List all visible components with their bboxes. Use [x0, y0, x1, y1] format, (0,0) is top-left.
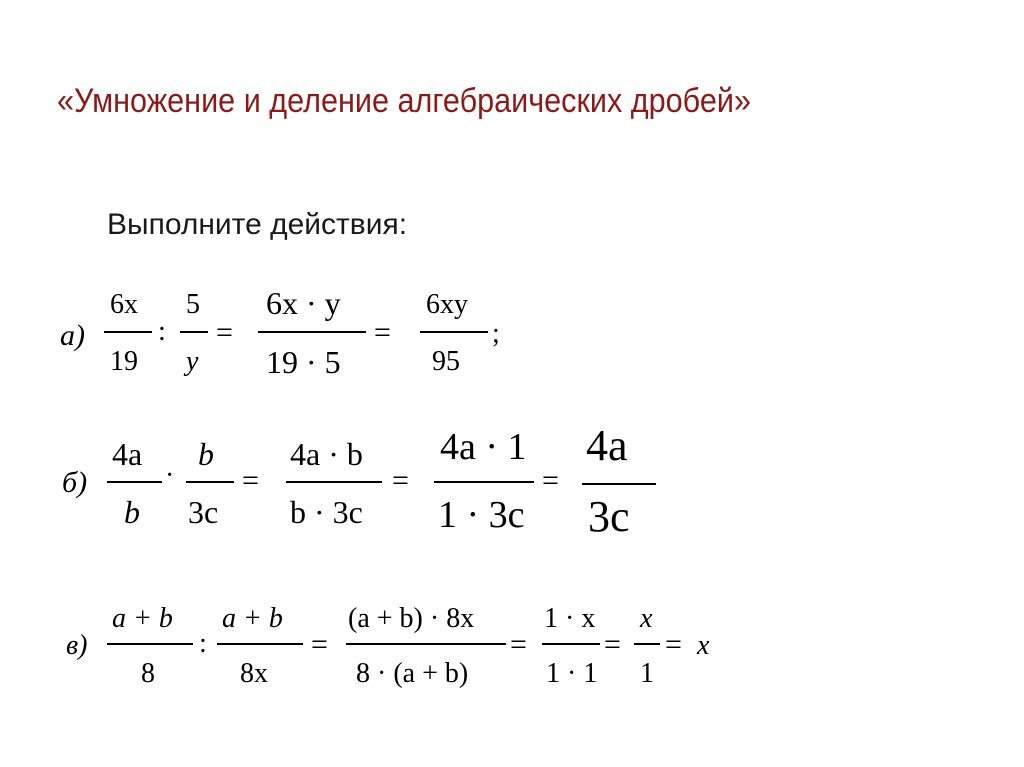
b-fraction5-numerator: 4a — [586, 421, 628, 470]
b-fraction1-bar — [107, 481, 162, 483]
c-fraction3-denominator: 8 · (a + b) — [356, 658, 469, 689]
b-multiply-sign: · — [165, 460, 175, 491]
a-fraction2-bar — [180, 331, 208, 333]
example-b-label: б) — [62, 466, 88, 499]
c-fraction5-denominator: 1 — [640, 658, 654, 689]
a-fraction4-bar — [420, 331, 488, 333]
a-semicolon: ; — [492, 318, 500, 349]
c-fraction5-bar — [634, 643, 660, 645]
slide-title: «Умножение и деление алгебраических дробей» — [57, 82, 751, 120]
a-fraction4-numerator: 6xy — [426, 289, 468, 320]
c-fraction3-numerator: (a + b) · 8x — [348, 603, 475, 634]
c-fraction2-denominator: 8x — [240, 658, 268, 689]
a-fraction1-denominator: 19 — [110, 346, 138, 377]
c-fraction4-bar — [542, 643, 600, 645]
a-fraction4-denominator: 95 — [432, 346, 460, 377]
b-fraction4-numerator: 4a · 1 — [440, 426, 527, 468]
c-equals-4: = — [665, 628, 682, 661]
c-fraction1-bar — [107, 643, 193, 645]
instruction-text: Выполните действия: — [107, 208, 408, 241]
c-divide-sign: : — [199, 628, 207, 659]
c-fraction4-numerator: 1 · x — [544, 603, 596, 634]
b-fraction3-numerator: 4a · b — [290, 436, 363, 472]
b-fraction2-denominator: 3c — [188, 494, 219, 530]
b-fraction4-bar — [434, 481, 534, 483]
a-equals-2: = — [374, 316, 391, 349]
a-fraction3-numerator: 6x · y — [266, 285, 341, 321]
a-divide-sign: : — [158, 316, 166, 347]
b-fraction5-bar — [582, 483, 656, 485]
b-fraction3-denominator: b · 3c — [290, 494, 363, 530]
b-fraction1-numerator: 4a — [112, 436, 143, 472]
c-fraction2-numerator: a + b — [222, 603, 283, 634]
c-fraction2-bar — [217, 643, 303, 645]
b-equals-3: = — [542, 464, 559, 497]
c-equals-1: = — [311, 628, 328, 661]
a-fraction3-bar — [258, 331, 366, 333]
a-fraction2-numerator: 5 — [186, 289, 200, 320]
a-fraction1-bar — [104, 331, 152, 333]
example-c-label: в) — [66, 630, 88, 661]
c-result: x — [697, 630, 710, 661]
c-fraction3-bar — [346, 643, 506, 645]
c-fraction4-denominator: 1 · 1 — [546, 658, 598, 689]
b-fraction3-bar — [286, 481, 382, 483]
b-equals-1: = — [242, 464, 259, 497]
c-equals-2: = — [510, 628, 527, 661]
example-a-label: а) — [60, 319, 85, 352]
a-fraction3-denominator: 19 · 5 — [266, 344, 341, 380]
a-fraction2-denominator: y — [186, 346, 199, 377]
b-fraction2-numerator: b — [198, 436, 214, 472]
a-equals-1: = — [216, 316, 233, 349]
b-equals-2: = — [392, 464, 409, 497]
b-fraction1-denominator: b — [124, 494, 140, 530]
c-fraction1-denominator: 8 — [141, 658, 155, 689]
b-fraction4-denominator: 1 · 3c — [438, 494, 525, 536]
c-fraction5-numerator: x — [640, 603, 653, 634]
c-equals-3: = — [604, 628, 621, 661]
b-fraction2-bar — [186, 481, 234, 483]
a-fraction1-numerator: 6x — [110, 289, 138, 320]
b-fraction5-denominator: 3c — [588, 492, 630, 541]
c-fraction1-numerator: a + b — [112, 603, 173, 634]
